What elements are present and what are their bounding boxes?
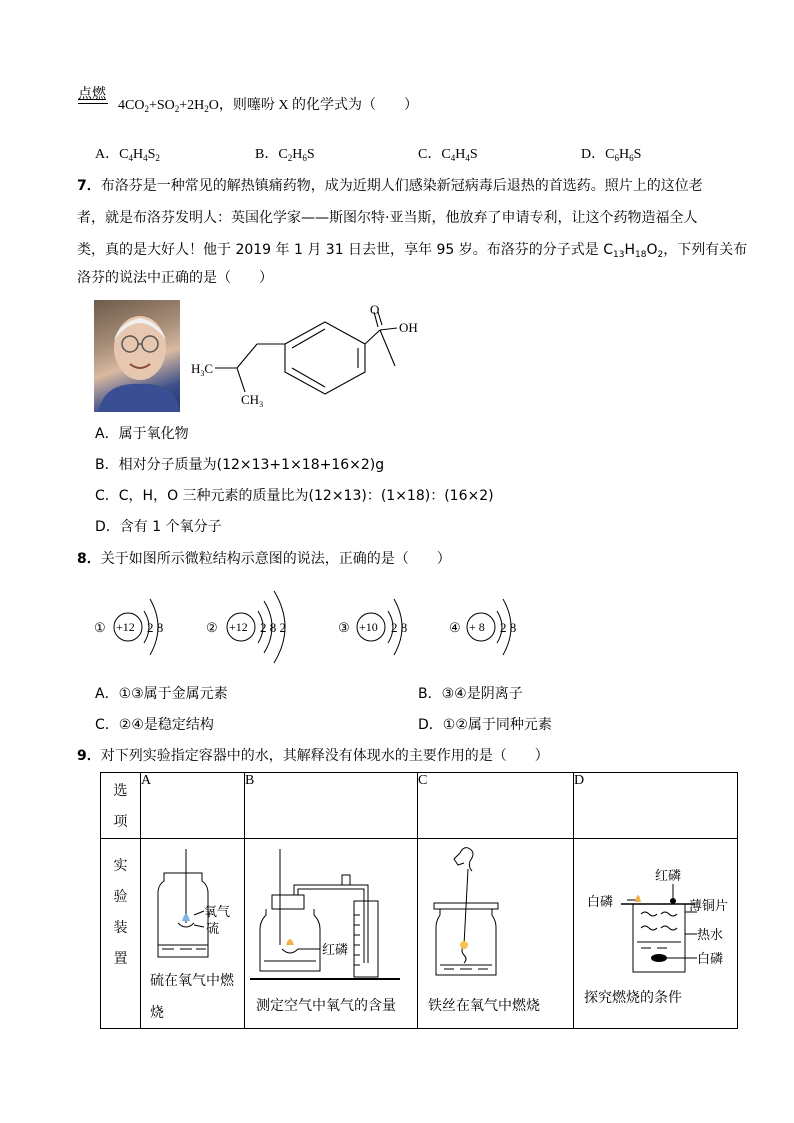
row-label-cell: 实 验 装 置 xyxy=(101,839,141,1029)
label-copper-sheet: 薄铜片 xyxy=(689,899,729,914)
label-red-phosphorus-d: 红磷 xyxy=(655,869,682,884)
particle-2-electrons: 2 8 2 xyxy=(260,620,286,635)
header-c: C xyxy=(418,773,574,839)
caption-c: 铁丝在氧气中燃烧 xyxy=(428,998,540,1014)
caption-a-1: 硫在氧气中燃 xyxy=(150,973,234,989)
q7-line-1: 7．布洛芬是一种常见的解热镇痛药物，成为近期人们感染新冠病毒后退热的首选药。照片上的这位老 xyxy=(77,178,703,194)
q6-option-c[interactable]: C．$C_4H_4S$ xyxy=(418,147,478,163)
label-oh: OH xyxy=(399,320,418,335)
header-a: A xyxy=(141,773,245,839)
particle-1-nucleus: +12 xyxy=(116,620,135,634)
particle-1-electrons: 2 8 xyxy=(147,620,164,635)
apparatus-c xyxy=(430,845,520,980)
caption-a-2: 烧 xyxy=(150,1005,164,1021)
ibuprofen-structure xyxy=(185,300,445,415)
q7-option-d[interactable]: D．含有 1 个氧分子 xyxy=(95,519,222,535)
benzene-ring xyxy=(285,322,365,394)
equation-bar xyxy=(78,103,108,104)
q7-option-b[interactable]: B．相对分子质量为(12×13+1×18+16×2)g xyxy=(95,457,385,473)
q6-option-b[interactable]: B．$C_2H_6S$ xyxy=(255,147,315,163)
q6-equation: $4CO_2+SO_2+2H_2O$，则噻吩 X 的化学式为（ ） xyxy=(118,98,418,114)
label-h3c: $H_3C$ xyxy=(191,361,214,378)
label-white-phosphorus-top: 白磷 xyxy=(587,895,614,910)
q8-option-a[interactable]: A．①③属于金属元素 xyxy=(95,686,228,702)
q7-line-4: 洛芬的说法中正确的是（ ） xyxy=(77,270,273,286)
particle-4-nucleus: + 8 xyxy=(469,620,485,634)
particle-1-label: ① xyxy=(94,620,106,635)
label-white-phosphorus-bottom: 白磷 xyxy=(697,952,724,967)
apparatus-a xyxy=(150,845,240,965)
q9-stem: 9．对下列实验指定容器中的水，其解释没有体现水的主要作用的是（ ） xyxy=(77,748,549,764)
label-o: O xyxy=(370,302,380,317)
header-d: D xyxy=(574,773,738,839)
q7-line-3: 类，真的是大好人！他于 2019 年 1 月 31 日去世，享年 95 岁。布洛芬的分子式是 $C_{13}H_{18}O_2$，下列有关布 xyxy=(77,242,748,260)
caption-d: 探究燃烧的条件 xyxy=(584,990,682,1006)
portrait-sketch xyxy=(94,300,180,412)
label-ch3: $CH_3$ xyxy=(241,392,264,409)
q8-option-d[interactable]: D．①②属于同种元素 xyxy=(418,717,552,733)
q7-line-2: 者，就是布洛芬发明人：英国化学家——斯图尔特·亚当斯，他放弃了申请专利，让这个药物造福全人 xyxy=(77,210,698,226)
q8-option-b[interactable]: B．③④是阴离子 xyxy=(418,686,523,702)
apparatus-d xyxy=(585,860,735,975)
label-hot-water: 热水 xyxy=(697,928,724,943)
inventor-photo xyxy=(94,300,180,412)
label-red-phosphorus-b: 红磷 xyxy=(322,943,349,958)
q8-option-c[interactable]: C．②④是稳定结构 xyxy=(95,717,214,733)
reaction-condition: 点燃 xyxy=(78,86,106,102)
label-oxygen: 氧气 xyxy=(204,905,231,920)
particle-4-label: ④ xyxy=(449,620,461,635)
q6-option-a[interactable]: A．$C_4H_4S_2$ xyxy=(95,147,160,163)
q8-stem: 8．关于如图所示微粒结构示意图的说法，正确的是（ ） xyxy=(77,551,451,567)
caption-b: 测定空气中氧气的含量 xyxy=(256,998,396,1014)
q6-option-d[interactable]: D．$C_6H_6S$ xyxy=(581,147,642,163)
particle-2-nucleus: +12 xyxy=(229,620,248,634)
particle-3-nucleus: +10 xyxy=(359,620,378,634)
label-sulfur: 硫 xyxy=(206,922,220,937)
atom-structure-diagrams xyxy=(88,585,538,670)
apparatus-b xyxy=(250,845,410,985)
q7-option-c[interactable]: C．C，H，O 三种元素的质量比为(12×13)：(1×18)：(16×2) xyxy=(95,488,494,504)
header-option-cell: 选 项 xyxy=(101,773,141,839)
q7-option-a[interactable]: A．属于氧化物 xyxy=(95,426,189,442)
particle-4-electrons: 2 8 xyxy=(500,620,517,635)
particle-2-label: ② xyxy=(206,620,218,635)
particle-3-label: ③ xyxy=(338,620,350,635)
header-b: B xyxy=(245,773,418,839)
particle-3-electrons: 2 8 xyxy=(391,620,408,635)
